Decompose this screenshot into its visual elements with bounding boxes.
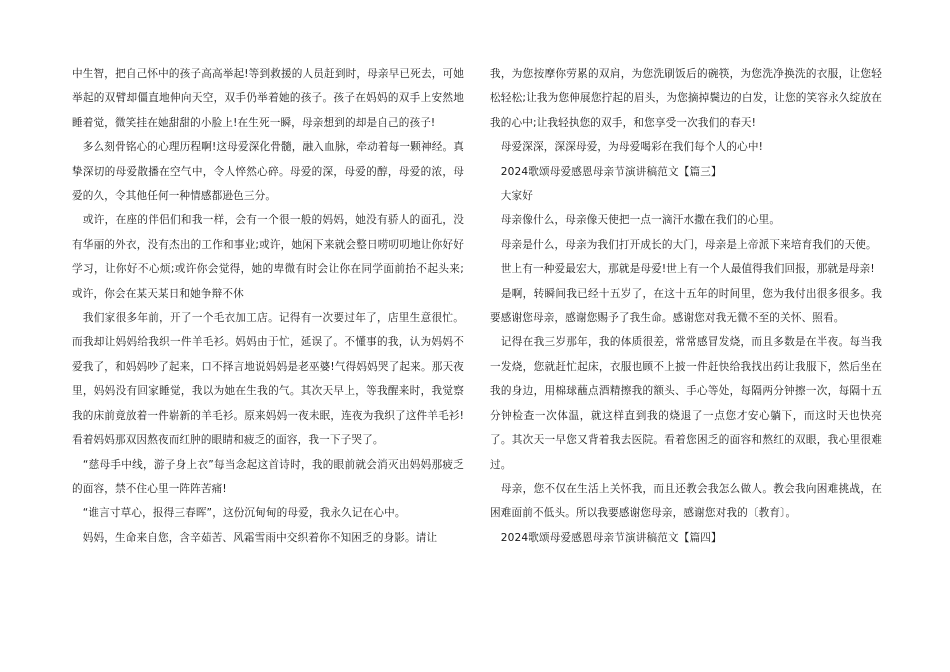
paragraph: 母亲，您不仅在生活上关怀我，而且还教会我怎么做人。教会我向困难挑战，在困难面前不低头。所以我要感谢您母亲，感谢您对我的〔教育〕。 <box>490 482 882 520</box>
section-heading: 2024歌颂母爱感恩母亲节演讲稿范文【篇三】 <box>490 165 722 178</box>
paragraph: “谁言寸草心，报得三春晖”，这份沉甸甸的母爱，我永久记在心中。 <box>72 507 406 520</box>
paragraph: 我，为您按摩你劳累的双肩，为您洗刷饭后的碗筷，为您洗净换洗的衣服，让您轻松轻松;让我为您伸展您拧起的眉头，为您摘掉鬓边的白发，让您的笑容永久绽放在我的心中;让我轻执您的双手，和您享受一次我们的春天! <box>490 68 882 129</box>
paragraph: 多么刻骨铭心的心理历程啊!这母爱深化骨髓，融入血脉，牵动着每一颗神经。真挚深切的母爱散播在空气中，令人悴然心碎。母爱的深，母爱的醇，母爱的浓，母爱的久，令其他任何一种情感都逊色三分。 <box>72 141 464 203</box>
paragraph: 母爱深深，深深母爱，为母爱喝彩在我们每个人的心中! <box>490 141 763 154</box>
paragraph: 中生智，把自己怀中的孩子高高举起!等到救援的人员赶到时，母亲早已死去，可她举起的双臂却僵直地伸向天空，双手仍举着她的孩子。孩子在妈妈的双手上安然地睡着觉，微笑挂在她甜甜的小脸上!在生死一瞬，母亲想到的却是自己的孩子! <box>72 68 464 129</box>
paragraph: 妈妈，生命来自您，含辛茹苦、风霜雪雨中交织着你不知困乏的身影。请让 <box>72 531 438 544</box>
paragraph: 记得在我三岁那年，我的体质很差，常常感冒发烧，而且多数是在半夜。每当我一发烧，您就赶忙起床，衣服也顾不上披一件赶快给我找出药让我服下，然后坐在我的身边，用棉球蘸点酒精擦我的额头、手心等处，每隔两分钟擦一次，每隔十五分钟检查一次体温，就这样直到我的烧退了一点您才安心躺下，而这时天也快亮了。其次天一早您又背着我去医院。看着您困乏的面容和熬红的双眼，我心里很难过。 <box>490 336 882 471</box>
paragraph: 或许，在座的伴侣们和我一样，会有一个很一般的妈妈，她没有骄人的面孔，没有华丽的外衣，没有杰出的工作和事业;或许，她闲下来就会整日唠叨叨地让你好好学习，让你好不心烦;或许你会觉得，她的卑微有时会让你在同学面前抬不起头来;或许，你会在某天某日和她争辩不休 <box>72 214 464 300</box>
paragraph: “慈母手中线，游子身上衣”每当念起这首诗时，我的眼前就会消灭出妈妈那疲乏的面容，禁不住心里一阵阵苦痛! <box>72 458 464 495</box>
paragraph: 是啊，转瞬间我已经十五岁了，在这十五年的时间里，您为我付出很多很多。我要感谢您母亲，感谢您赐予了我生命。感谢您对我无微不至的关怀、照看。 <box>490 287 882 325</box>
right-column <box>490 62 882 550</box>
paragraph: 母亲是什么，母亲为我们打开成长的大门，母亲是上帝派下来培育我们的天使。 <box>490 238 877 251</box>
paragraph: 我们家很多年前，开了一个毛衣加工店。记得有一次要过年了，店里生意很忙。而我却让妈妈给我织一件羊毛衫。妈妈由于忙，延误了。不懂事的我，认为妈妈不爱我了，和妈妈吵了起来，口不择言地说妈妈是老巫婆!气得妈妈哭了起来。那天夜里，妈妈没有回家睡觉，我以为她在生我的气。其次天早上，等我醒来时，我觉察我的床前竟放着一件崭新的羊毛衫。原来妈妈一夜未眠，连夜为我织了这件羊毛衫!看着妈妈那双因熬夜而红肿的眼睛和疲乏的面容，我一下子哭了。 <box>72 312 464 447</box>
greeting: 大家好 <box>490 190 533 203</box>
paragraph: 母亲像什么，母亲像天使把一点一滴汗水撒在我们的心里。 <box>490 214 781 227</box>
paragraph: 世上有一种爱最宏大，那就是母爱!世上有一个人最值得我们回报，那就是母亲! <box>490 263 875 276</box>
section-heading: 2024歌颂母爱感恩母亲节演讲稿范文【篇四】 <box>490 531 722 544</box>
left-column <box>72 62 464 550</box>
